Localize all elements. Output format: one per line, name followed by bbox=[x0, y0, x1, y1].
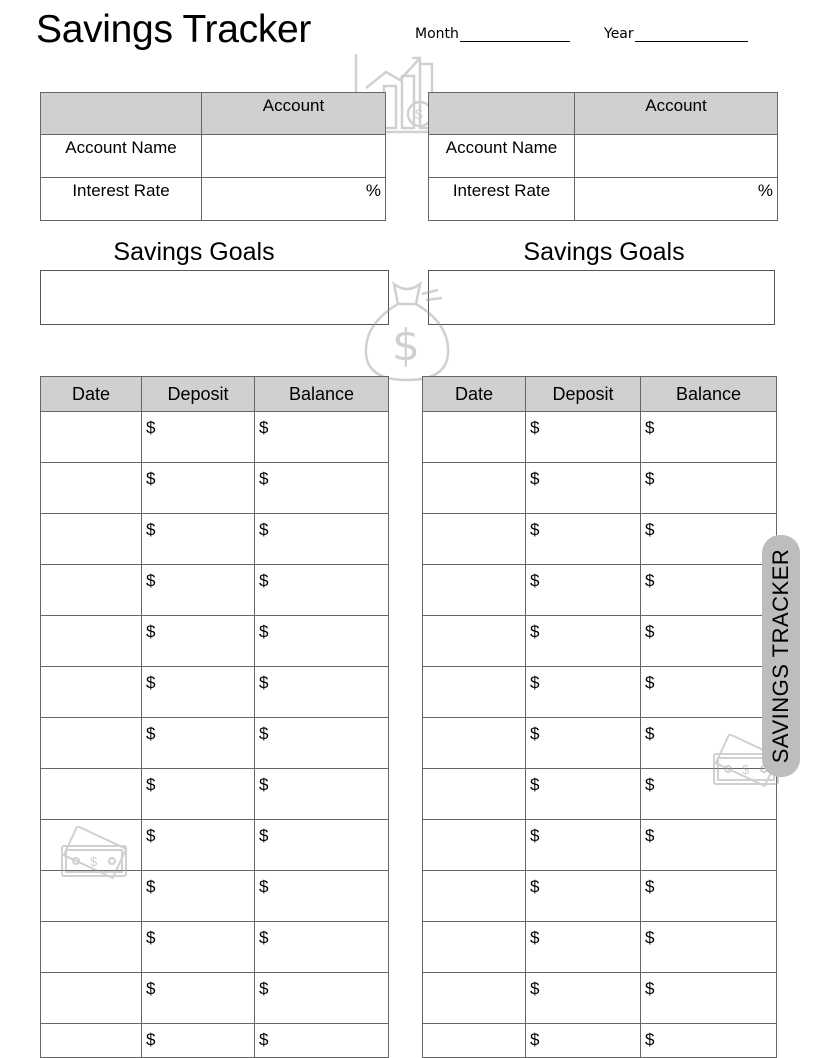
date-cell[interactable] bbox=[41, 565, 142, 616]
balance-cell[interactable]: $ bbox=[255, 514, 389, 565]
deposit-cell[interactable]: $ bbox=[142, 412, 255, 463]
balance-cell[interactable]: $ bbox=[641, 769, 777, 820]
balance-cell[interactable]: $ bbox=[641, 922, 777, 973]
date-cell[interactable] bbox=[423, 412, 526, 463]
deposit-cell[interactable]: $ bbox=[526, 871, 641, 922]
date-cell[interactable] bbox=[41, 871, 142, 922]
balance-cell[interactable]: $ bbox=[641, 871, 777, 922]
deposit-cell[interactable]: $ bbox=[142, 514, 255, 565]
deposit-cell[interactable]: $ bbox=[526, 412, 641, 463]
date-cell[interactable] bbox=[41, 769, 142, 820]
account-name-value[interactable] bbox=[202, 135, 386, 178]
date-cell[interactable] bbox=[423, 769, 526, 820]
deposit-cell[interactable]: $ bbox=[142, 565, 255, 616]
balance-cell[interactable]: $ bbox=[255, 718, 389, 769]
svg-text:$: $ bbox=[742, 762, 750, 777]
date-header: Date bbox=[41, 377, 142, 412]
savings-goals-title-left: Savings Goals bbox=[113, 238, 275, 266]
date-cell[interactable] bbox=[423, 1024, 526, 1058]
interest-rate-label: Interest Rate bbox=[429, 178, 575, 221]
account-table-right bbox=[428, 92, 778, 221]
table-row bbox=[423, 820, 777, 871]
deposit-cell[interactable]: $ bbox=[526, 565, 641, 616]
deposit-cell[interactable]: $ bbox=[142, 769, 255, 820]
deposit-cell[interactable]: $ bbox=[526, 667, 641, 718]
balance-cell[interactable]: $ bbox=[641, 1024, 777, 1058]
savings-goals-title-right: Savings Goals bbox=[523, 238, 685, 266]
date-cell[interactable] bbox=[41, 718, 142, 769]
interest-rate-value[interactable]: % bbox=[575, 178, 778, 221]
deposit-cell[interactable]: $ bbox=[142, 871, 255, 922]
table-row bbox=[423, 463, 777, 514]
table-row bbox=[423, 412, 777, 463]
deposit-cell[interactable]: $ bbox=[142, 973, 255, 1024]
table-row bbox=[41, 922, 389, 973]
table-row bbox=[41, 412, 389, 463]
table-row bbox=[41, 1024, 389, 1058]
balance-cell[interactable]: $ bbox=[255, 769, 389, 820]
table-row bbox=[41, 973, 389, 1024]
year-field[interactable] bbox=[604, 26, 748, 42]
date-cell[interactable] bbox=[41, 412, 142, 463]
date-cell[interactable] bbox=[423, 565, 526, 616]
deposit-cell[interactable]: $ bbox=[526, 463, 641, 514]
date-cell[interactable] bbox=[41, 667, 142, 718]
deposit-cell[interactable]: $ bbox=[526, 820, 641, 871]
table-row bbox=[41, 820, 389, 871]
balance-cell[interactable]: $ bbox=[641, 718, 777, 769]
month-line[interactable] bbox=[460, 27, 570, 42]
date-cell[interactable] bbox=[41, 820, 142, 871]
balance-cell[interactable]: $ bbox=[641, 973, 777, 1024]
date-cell[interactable] bbox=[41, 616, 142, 667]
year-label: Year bbox=[604, 26, 634, 42]
deposit-header: Deposit bbox=[142, 377, 255, 412]
deposit-cell[interactable]: $ bbox=[526, 718, 641, 769]
table-row bbox=[41, 871, 389, 922]
table-row bbox=[423, 616, 777, 667]
table-row bbox=[423, 769, 777, 820]
account-name-label: Account Name bbox=[429, 135, 575, 178]
account-header-blank bbox=[429, 93, 575, 135]
deposit-cell[interactable]: $ bbox=[142, 922, 255, 973]
table-row bbox=[41, 616, 389, 667]
date-cell[interactable] bbox=[423, 820, 526, 871]
table-row bbox=[423, 565, 777, 616]
date-cell[interactable] bbox=[41, 463, 142, 514]
account-header: Account bbox=[575, 93, 778, 135]
balance-cell[interactable]: $ bbox=[255, 1024, 389, 1058]
deposit-cell[interactable]: $ bbox=[526, 514, 641, 565]
balance-cell[interactable]: $ bbox=[641, 463, 777, 514]
savings-goals-box-right[interactable] bbox=[428, 270, 775, 325]
account-header-blank bbox=[41, 93, 202, 135]
table-row bbox=[41, 667, 389, 718]
month-field[interactable] bbox=[415, 26, 570, 42]
table-row bbox=[423, 871, 777, 922]
deposit-cell[interactable]: $ bbox=[526, 769, 641, 820]
table-row bbox=[41, 769, 389, 820]
account-table-left bbox=[40, 92, 386, 221]
account-name-label: Account Name bbox=[41, 135, 202, 178]
balance-cell[interactable]: $ bbox=[641, 667, 777, 718]
svg-text:$: $ bbox=[392, 320, 420, 371]
balance-cell[interactable]: $ bbox=[255, 616, 389, 667]
deposit-log-left bbox=[40, 376, 389, 1058]
table-row bbox=[423, 973, 777, 1024]
date-cell[interactable] bbox=[41, 922, 142, 973]
balance-cell[interactable]: $ bbox=[641, 412, 777, 463]
table-row bbox=[41, 463, 389, 514]
date-cell[interactable] bbox=[423, 463, 526, 514]
balance-cell[interactable]: $ bbox=[255, 565, 389, 616]
date-cell[interactable] bbox=[423, 514, 526, 565]
date-cell[interactable] bbox=[41, 514, 142, 565]
table-row bbox=[41, 565, 389, 616]
balance-cell[interactable]: $ bbox=[255, 667, 389, 718]
date-cell[interactable] bbox=[41, 1024, 142, 1058]
deposit-cell[interactable]: $ bbox=[526, 922, 641, 973]
table-row bbox=[423, 718, 777, 769]
svg-text:$: $ bbox=[415, 106, 423, 122]
deposit-cell[interactable]: $ bbox=[526, 616, 641, 667]
table-row bbox=[41, 514, 389, 565]
balance-header: Balance bbox=[641, 377, 777, 412]
table-row bbox=[423, 922, 777, 973]
deposit-cell[interactable]: $ bbox=[142, 463, 255, 514]
deposit-cell[interactable]: $ bbox=[142, 718, 255, 769]
date-cell[interactable] bbox=[423, 973, 526, 1024]
year-line[interactable] bbox=[635, 27, 748, 42]
svg-text:$: $ bbox=[90, 854, 98, 869]
deposit-header: Deposit bbox=[526, 377, 641, 412]
date-cell[interactable] bbox=[423, 922, 526, 973]
date-header: Date bbox=[423, 377, 526, 412]
table-row bbox=[423, 514, 777, 565]
table-row bbox=[423, 667, 777, 718]
date-cell[interactable] bbox=[41, 973, 142, 1024]
balance-cell[interactable]: $ bbox=[641, 514, 777, 565]
deposit-cell[interactable]: $ bbox=[142, 667, 255, 718]
date-cell[interactable] bbox=[423, 718, 526, 769]
interest-rate-value[interactable]: % bbox=[202, 178, 386, 221]
balance-cell[interactable]: $ bbox=[641, 820, 777, 871]
balance-cell[interactable]: $ bbox=[255, 973, 389, 1024]
page-title: Savings Tracker bbox=[36, 8, 312, 51]
date-cell[interactable] bbox=[423, 667, 526, 718]
side-tab bbox=[762, 535, 800, 777]
month-label: Month bbox=[415, 26, 459, 42]
side-tab-label: SAVINGS TRACKER bbox=[768, 548, 793, 764]
savings-goals-box-left[interactable] bbox=[40, 270, 389, 325]
balance-cell[interactable]: $ bbox=[255, 820, 389, 871]
balance-cell[interactable]: $ bbox=[255, 871, 389, 922]
balance-header: Balance bbox=[255, 377, 389, 412]
deposit-cell[interactable]: $ bbox=[142, 616, 255, 667]
date-cell[interactable] bbox=[423, 871, 526, 922]
balance-cell[interactable]: $ bbox=[255, 412, 389, 463]
balance-cell[interactable]: $ bbox=[641, 616, 777, 667]
account-header: Account bbox=[202, 93, 386, 135]
date-cell[interactable] bbox=[423, 616, 526, 667]
deposit-cell[interactable]: $ bbox=[526, 1024, 641, 1058]
balance-cell[interactable]: $ bbox=[255, 463, 389, 514]
balance-cell[interactable]: $ bbox=[641, 565, 777, 616]
interest-rate-label: Interest Rate bbox=[41, 178, 202, 221]
deposit-log-right bbox=[422, 376, 777, 1058]
table-row bbox=[423, 1024, 777, 1058]
deposit-cell[interactable]: $ bbox=[142, 820, 255, 871]
account-name-value[interactable] bbox=[575, 135, 778, 178]
table-row bbox=[41, 718, 389, 769]
deposit-cell[interactable]: $ bbox=[526, 973, 641, 1024]
balance-cell[interactable]: $ bbox=[255, 922, 389, 973]
deposit-cell[interactable]: $ bbox=[142, 1024, 255, 1058]
